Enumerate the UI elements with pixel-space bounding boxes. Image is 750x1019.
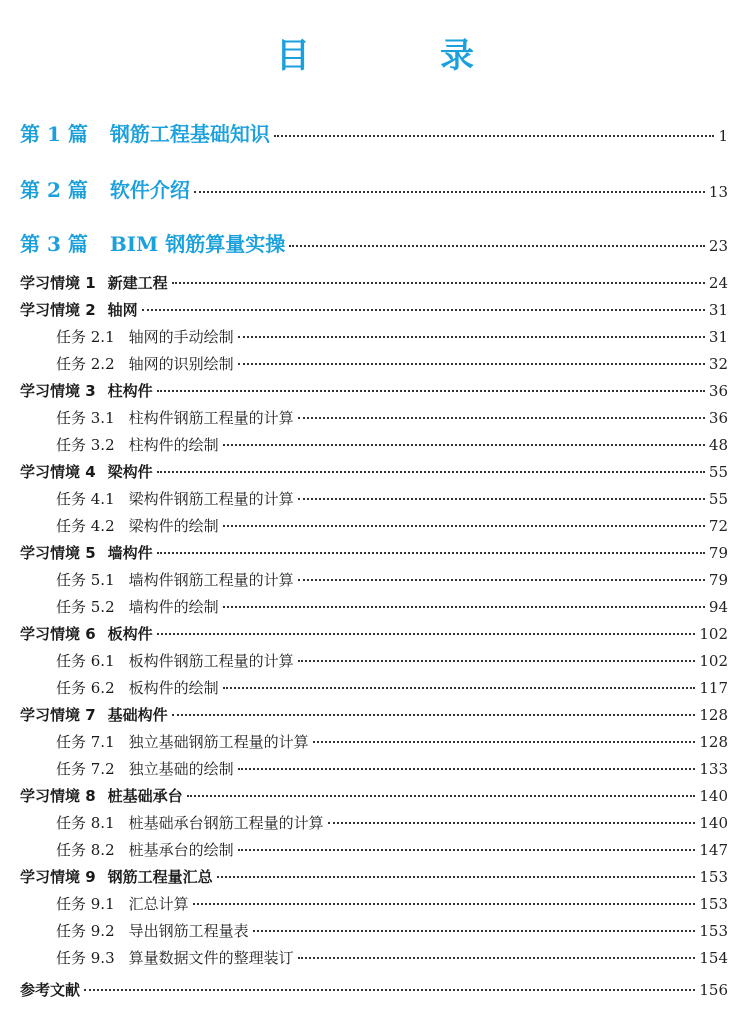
toc-task[interactable] [56, 920, 728, 941]
leader-dots [193, 903, 696, 905]
entry-number: 任务 5.1 [56, 571, 115, 589]
page-number: 79 [708, 544, 728, 562]
page-number: 36 [708, 382, 728, 400]
entry-number: 任务 3.1 [56, 409, 115, 427]
entry-title: 轴网的手动绘制 [128, 328, 234, 346]
entry-title: 梁构件钢筋工程量的计算 [128, 490, 294, 508]
entry-title: 墙构件 [107, 544, 153, 562]
entry-number: 学习情境 7 [20, 706, 96, 724]
page-number: 36 [708, 409, 728, 427]
leader-dots [223, 606, 705, 608]
page-number: 55 [708, 463, 728, 481]
part-title: 软件介绍 [109, 178, 190, 202]
toc-task[interactable] [56, 596, 728, 617]
leader-dots [223, 444, 705, 446]
entry-number: 任务 6.2 [56, 679, 115, 697]
entry-title: 柱构件 [107, 382, 153, 400]
entry-number: 任务 7.2 [56, 760, 115, 778]
entry-number: 学习情境 6 [20, 625, 96, 643]
page-number: 153 [699, 895, 728, 913]
entry-title: 独立基础钢筋工程量的计算 [128, 733, 309, 751]
toc-references[interactable] [20, 979, 728, 1000]
leader-dots [157, 552, 705, 554]
page-number: 140 [699, 814, 728, 832]
part-number: 第 1 篇 [20, 122, 88, 146]
toc-task[interactable] [56, 812, 728, 833]
entry-title: 桩基承台的绘制 [128, 841, 234, 859]
entry-title: 导出钢筋工程量表 [128, 922, 249, 940]
leader-dots [238, 363, 705, 365]
part-number: 第 2 篇 [20, 178, 88, 202]
leader-dots [238, 336, 705, 338]
leader-dots [298, 417, 705, 419]
entry-number: 学习情境 9 [20, 868, 96, 886]
entry-number: 任务 8.1 [56, 814, 115, 832]
toc-section[interactable] [20, 461, 728, 482]
entry-number: 学习情境 3 [20, 382, 96, 400]
page-number: 153 [699, 868, 728, 886]
entry-title: 基础构件 [107, 706, 168, 724]
leader-dots [157, 633, 696, 635]
leader-dots [223, 525, 705, 527]
entry-title: 墙构件的绘制 [128, 598, 219, 616]
toc-task[interactable] [56, 434, 728, 455]
page-number: 48 [708, 436, 728, 454]
toc-task[interactable] [56, 677, 728, 698]
leader-dots [217, 876, 696, 878]
toc-task[interactable] [56, 947, 728, 968]
entry-title: 桩基础承台 [107, 787, 183, 805]
entry-number: 学习情境 8 [20, 787, 96, 805]
leader-dots [328, 822, 696, 824]
toc-part-1[interactable] [20, 118, 728, 147]
page-number: 24 [708, 274, 728, 292]
entry-title: 梁构件的绘制 [128, 517, 219, 535]
page-number: 156 [699, 981, 728, 999]
toc-task[interactable] [56, 893, 728, 914]
toc-section[interactable] [20, 542, 728, 563]
page-number: 72 [708, 517, 728, 535]
part-title: 钢筋工程基础知识 [109, 122, 270, 146]
toc-section[interactable] [20, 704, 728, 725]
leader-dots [313, 741, 696, 743]
page-number: 102 [699, 652, 728, 670]
toc-section[interactable] [20, 866, 728, 887]
entry-number: 任务 6.1 [56, 652, 115, 670]
page-number: 1 [718, 127, 728, 145]
toc-part-2[interactable] [20, 174, 728, 203]
toc-task[interactable] [56, 731, 728, 752]
entry-number: 学习情境 1 [20, 274, 96, 292]
entry-title: 轴网 [107, 301, 138, 319]
leader-dots [298, 579, 705, 581]
entry-number: 任务 5.2 [56, 598, 115, 616]
toc-task[interactable] [56, 326, 728, 347]
page-number: 102 [699, 625, 728, 643]
entry-title: 汇总计算 [128, 895, 189, 913]
part-title: BIM 钢筋算量实操 [109, 232, 286, 256]
page-number: 128 [699, 706, 728, 724]
page-number: 153 [699, 922, 728, 940]
entry-number: 学习情境 2 [20, 301, 96, 319]
toc-task[interactable] [56, 758, 728, 779]
entry-number: 任务 2.2 [56, 355, 115, 373]
entry-number: 任务 9.2 [56, 922, 115, 940]
toc-task[interactable] [56, 407, 728, 428]
page-number: 23 [708, 237, 728, 255]
leader-dots [238, 849, 696, 851]
page-number: 13 [708, 183, 728, 201]
page-number: 133 [699, 760, 728, 778]
leader-dots [298, 660, 696, 662]
leader-dots [172, 282, 705, 284]
leader-dots [253, 930, 696, 932]
page-number: 31 [708, 328, 728, 346]
page-number: 140 [699, 787, 728, 805]
page-number: 31 [708, 301, 728, 319]
leader-dots [289, 245, 705, 247]
toc-task[interactable] [56, 839, 728, 860]
entry-number: 学习情境 5 [20, 544, 96, 562]
toc-task[interactable] [56, 650, 728, 671]
toc-section[interactable] [20, 380, 728, 401]
entry-title: 轴网的识别绘制 [128, 355, 234, 373]
entry-number: 任务 7.1 [56, 733, 115, 751]
toc-task[interactable] [56, 488, 728, 509]
entry-title: 新建工程 [107, 274, 168, 292]
page-number: 128 [699, 733, 728, 751]
entry-title: 钢筋工程量汇总 [107, 868, 213, 886]
page-title: 目 录 [276, 36, 522, 76]
entry-number: 任务 8.2 [56, 841, 115, 859]
entry-number: 任务 4.1 [56, 490, 115, 508]
entry-title: 板构件钢筋工程量的计算 [128, 652, 294, 670]
references-title: 参考文献 [20, 981, 81, 999]
page-number: 147 [699, 841, 728, 859]
toc-section[interactable] [20, 272, 728, 293]
leader-dots [157, 390, 705, 392]
entry-number: 任务 3.2 [56, 436, 115, 454]
leader-dots [223, 687, 696, 689]
toc-part-3[interactable] [20, 228, 728, 257]
page-number: 117 [699, 679, 728, 697]
entry-title: 墙构件钢筋工程量的计算 [128, 571, 294, 589]
page-number: 79 [708, 571, 728, 589]
toc-section[interactable] [20, 623, 728, 644]
entry-title: 算量数据文件的整理装订 [128, 949, 294, 967]
leader-dots [142, 309, 705, 311]
toc-task[interactable] [56, 569, 728, 590]
entry-title: 板构件 [107, 625, 153, 643]
entry-title: 板构件的绘制 [128, 679, 219, 697]
entry-number: 任务 2.1 [56, 328, 115, 346]
entry-title: 梁构件 [107, 463, 153, 481]
page-number: 55 [708, 490, 728, 508]
leader-dots [274, 135, 715, 137]
leader-dots [187, 795, 696, 797]
entry-number: 任务 9.3 [56, 949, 115, 967]
page-number: 154 [699, 949, 728, 967]
leader-dots [84, 989, 695, 991]
leader-dots [298, 498, 705, 500]
page-number: 94 [708, 598, 728, 616]
part-number: 第 3 篇 [20, 232, 88, 256]
toc-section[interactable] [20, 299, 728, 320]
toc-task[interactable] [56, 353, 728, 374]
leader-dots [194, 191, 705, 193]
entry-title: 柱构件的绘制 [128, 436, 219, 454]
entry-title: 桩基础承台钢筋工程量的计算 [128, 814, 324, 832]
entry-number: 任务 9.1 [56, 895, 115, 913]
toc-task[interactable] [56, 515, 728, 536]
entry-title: 独立基础的绘制 [128, 760, 234, 778]
page-number: 32 [708, 355, 728, 373]
entry-title: 柱构件钢筋工程量的计算 [128, 409, 294, 427]
entry-number: 任务 4.2 [56, 517, 115, 535]
leader-dots [238, 768, 696, 770]
toc-section[interactable] [20, 785, 728, 806]
leader-dots [298, 957, 696, 959]
leader-dots [172, 714, 696, 716]
entry-number: 学习情境 4 [20, 463, 96, 481]
leader-dots [157, 471, 705, 473]
